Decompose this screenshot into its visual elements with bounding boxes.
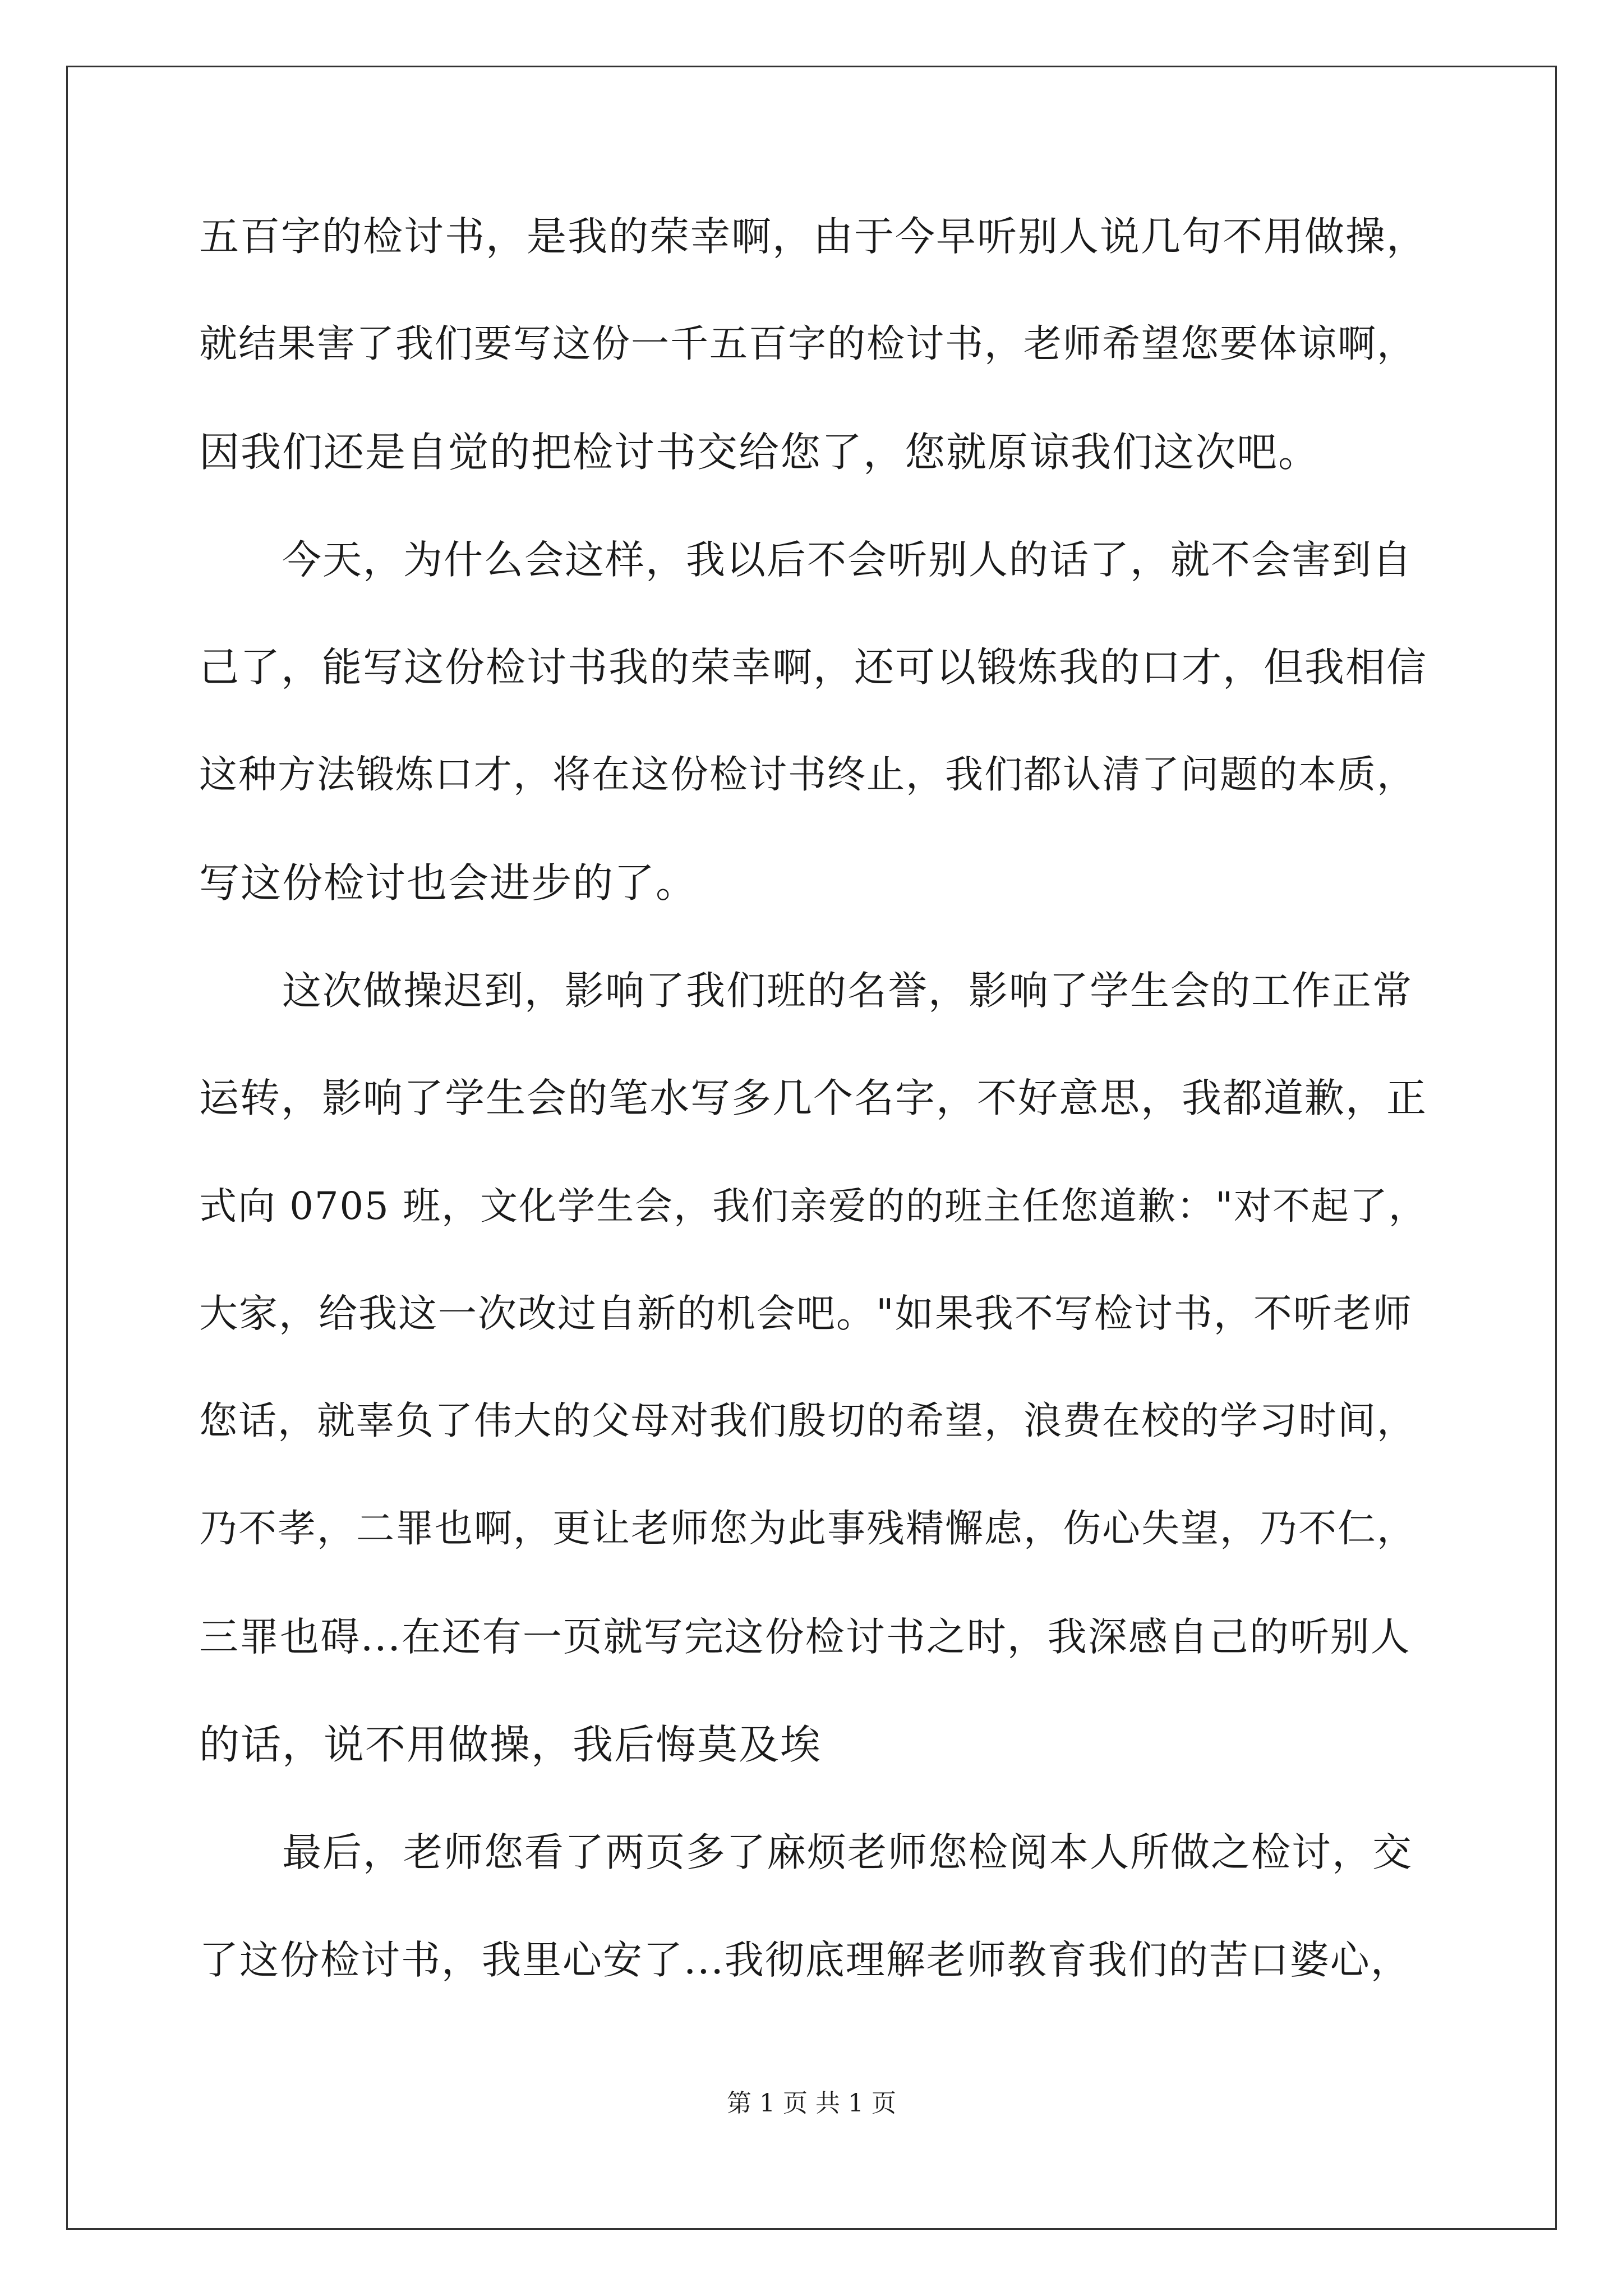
text-line: 大家，给我这一次改过自新的机会吧。"如果我不写检讨书，不听老师 <box>199 1291 1413 1336</box>
page-number-footer: 第 1 页 共 1 页 <box>727 2089 896 2118</box>
text-line: 式向 0705 班，文化学生会，我们亲爱的的班主任您道歉："对不起了， <box>199 1184 1427 1228</box>
text-line: 了这份检讨书，我里心安了...我彻底理解老师教育我们的苦口婆心， <box>199 1937 1411 1983</box>
text-line: 这种方法锻炼口才，将在这份检讨书终止，我们都认清了问题的本质， <box>199 753 1417 797</box>
text-line: 三罪也碍...在还有一页就写完这份检讨书之时，我深感自己的听别人 <box>199 1614 1411 1660</box>
page-border <box>66 66 1557 2230</box>
text-line: 您话，就辜负了伟大的父母对我们殷切的希望，浪费在校的学习时间， <box>199 1399 1417 1443</box>
text-line: 因我们还是自觉的把检讨书交给您了，您就原谅我们这次吧。 <box>199 429 1320 476</box>
text-line: 五百字的检讨书，是我的荣幸啊，由于今早听别人说几句不用做操， <box>199 213 1428 260</box>
text-line: 就结果害了我们要写这份一千五百字的检讨书，老师希望您要体谅啊， <box>199 322 1417 366</box>
text-line: 运转，影响了学生会的笔水写多几个名字，不好意思，我都道歉，正 <box>199 1075 1428 1121</box>
text-line: 这次做操迟到，影响了我们班的名誉，影响了学生会的工作正常 <box>282 968 1413 1014</box>
text-line: 最后，老师您看了两页多了麻烦老师您检阅本人所做之检讨，交 <box>282 1829 1413 1875</box>
text-line: 乃不孝，二罪也啊，更让老师您为此事残精懈虑，伤心失望，乃不仁， <box>199 1507 1417 1551</box>
text-line: 的话，说不用做操，我后悔莫及埃 <box>199 1721 822 1768</box>
text-line: 今天，为什么会这样，我以后不会听别人的话了，就不会害到自 <box>282 537 1413 583</box>
text-line: 己了，能写这份检讨书我的荣幸啊，还可以锻炼我的口才，但我相信 <box>199 644 1428 691</box>
text-line: 写这份检讨也会进步的了。 <box>199 859 698 907</box>
